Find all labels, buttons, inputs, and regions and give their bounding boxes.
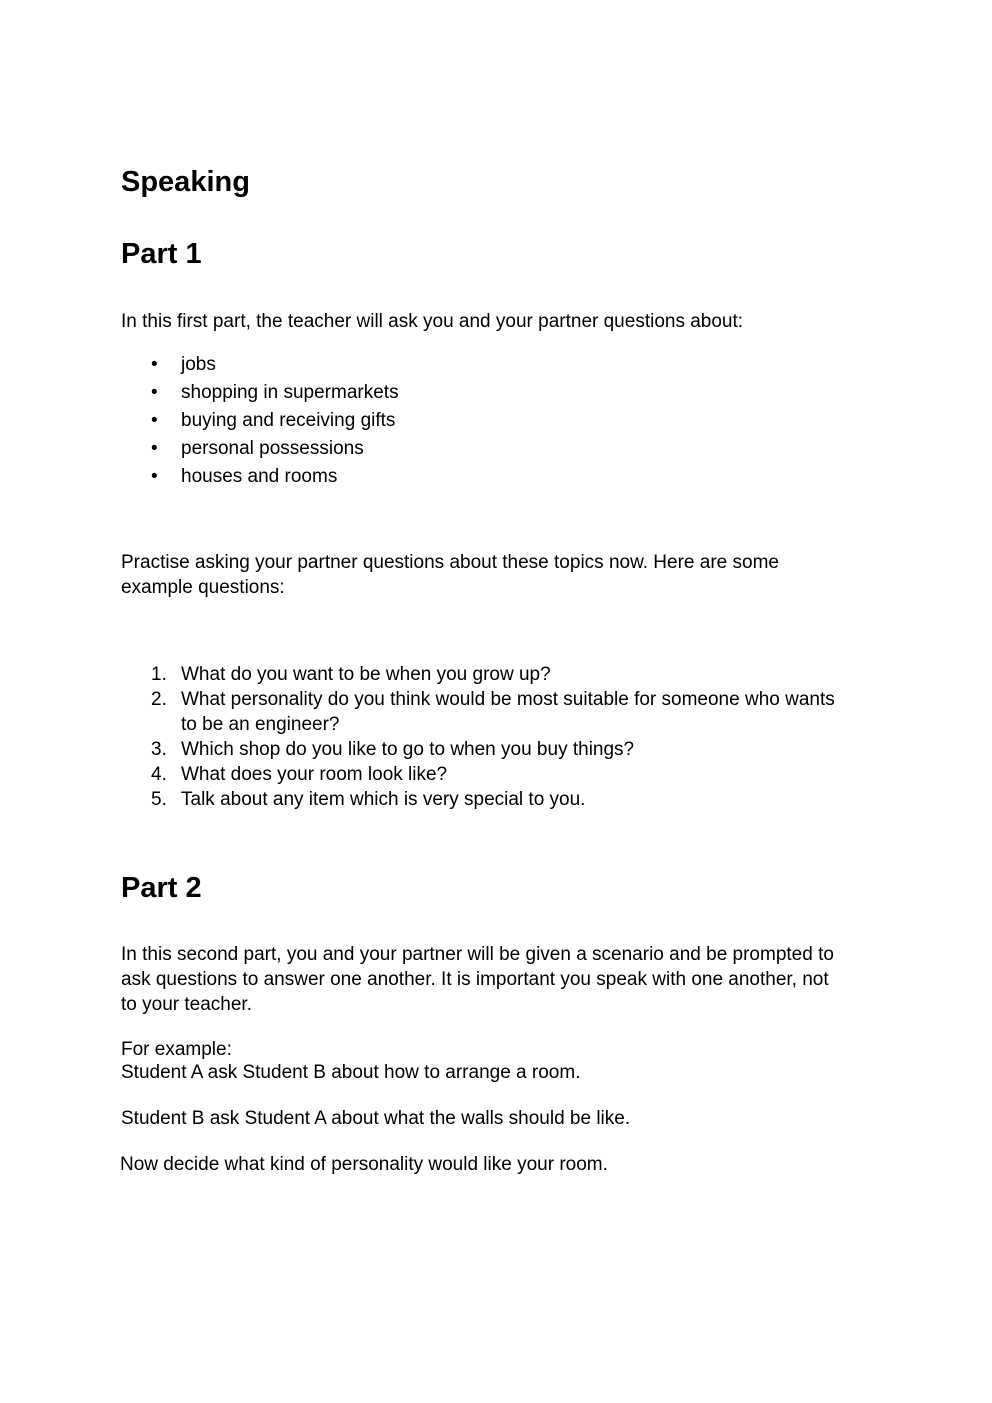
- list-item: [121, 687, 835, 737]
- list-item: [121, 787, 835, 812]
- part1-heading: Part 1: [121, 238, 202, 270]
- list-item: [121, 379, 399, 407]
- question-text: What do you want to be when you grow up?: [181, 664, 551, 685]
- topic-text: shopping in supermarkets: [181, 382, 399, 403]
- question-text: to be an engineer?: [181, 714, 340, 735]
- bullet-icon: •: [151, 382, 158, 403]
- question-number: 1.: [151, 664, 167, 685]
- question-number: 4.: [151, 764, 167, 785]
- topic-text: buying and receiving gifts: [181, 410, 396, 431]
- question-list: [121, 662, 835, 812]
- part2-intro-line: In this second part, you and your partner will be given a scenario and be prompted to: [121, 944, 834, 965]
- topic-text: jobs: [181, 354, 216, 375]
- list-item: [121, 407, 399, 435]
- topic-list: [121, 351, 399, 491]
- example-a: Student A ask Student B about how to arrange a room.: [121, 1062, 581, 1083]
- bullet-icon: •: [151, 354, 158, 375]
- part2-intro-line: ask questions to answer one another. It is important you speak with one another, not: [121, 969, 829, 990]
- example-block: [121, 1038, 580, 1084]
- part2-heading: Part 2: [121, 872, 202, 904]
- list-item: [121, 351, 399, 379]
- bullet-icon: •: [151, 438, 158, 459]
- example-b: Student B ask Student A about what the walls should be like.: [121, 1108, 631, 1129]
- for-example-label: For example:: [121, 1039, 232, 1060]
- topic-text: houses and rooms: [181, 466, 338, 487]
- bullet-icon: •: [151, 410, 158, 431]
- topic-text: personal possessions: [181, 438, 364, 459]
- question-text: Talk about any item which is very special to you.: [181, 789, 586, 810]
- question-text: What does your room look like?: [181, 764, 448, 785]
- list-item: [121, 737, 835, 762]
- part2-intro: [121, 942, 834, 1017]
- closing-instruction: Now decide what kind of personality would like your room.: [120, 1154, 608, 1175]
- question-number: 2.: [151, 689, 167, 710]
- part2-intro-line: to your teacher.: [121, 994, 252, 1015]
- practise-paragraph: [121, 550, 779, 600]
- list-item: [121, 435, 399, 463]
- list-item: [121, 463, 399, 491]
- question-text: What personality do you think would be most suitable for someone who wants: [181, 689, 835, 710]
- part1-intro: In this first part, the teacher will ask you and your partner questions about:: [121, 311, 744, 332]
- list-item: [121, 762, 835, 787]
- question-number: 5.: [151, 789, 167, 810]
- bullet-icon: •: [151, 466, 158, 487]
- practise-line: Practise asking your partner questions about these topics now. Here are some: [121, 552, 779, 573]
- question-number: 3.: [151, 739, 167, 760]
- page-title: Speaking: [121, 166, 250, 198]
- practise-line: example questions:: [121, 577, 285, 598]
- question-text: Which shop do you like to go to when you buy things?: [181, 739, 635, 760]
- list-item: [121, 662, 835, 687]
